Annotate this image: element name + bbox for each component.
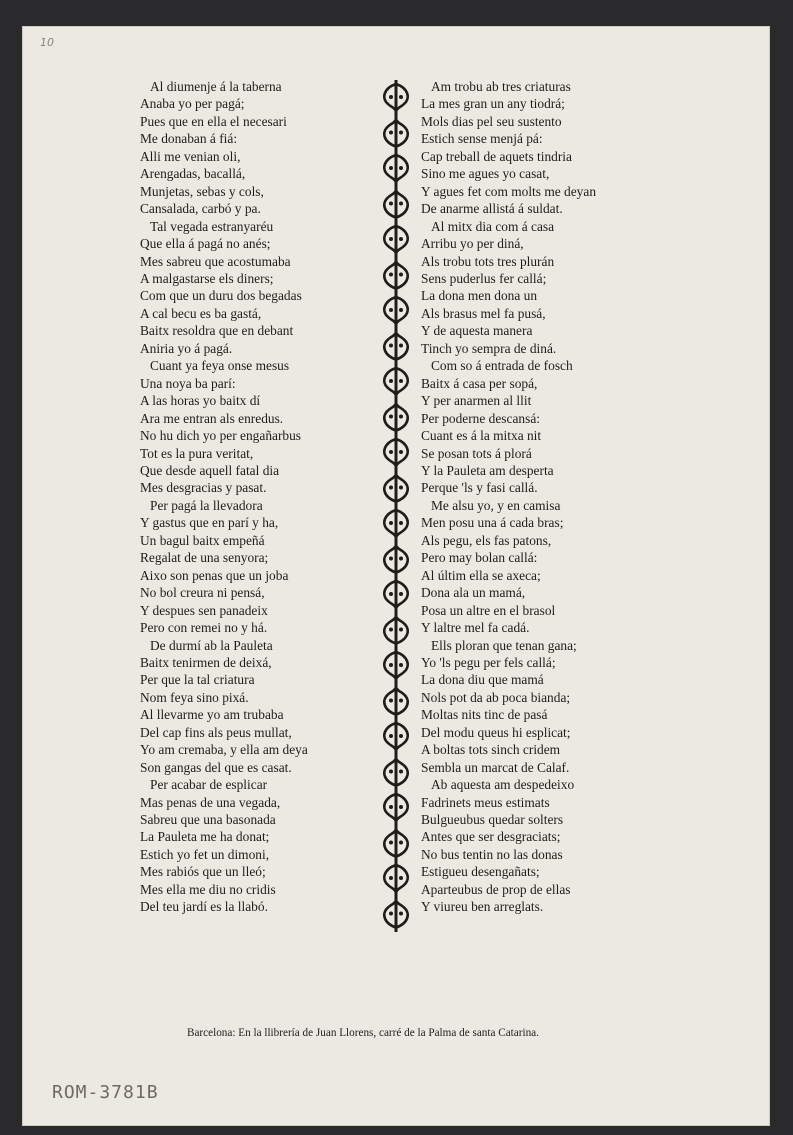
verse-line: Cuant es á la mitxa nit [421, 428, 542, 444]
verse-line: Baitx resoldra que en debant [140, 323, 294, 339]
fleuron-icon [384, 897, 407, 933]
verse-line: Mes rabiós que un lleó; [140, 864, 266, 880]
fleuron-icon [384, 471, 407, 507]
verse-line: Y agues fet com molts me deyan [421, 183, 597, 199]
verse-line: Y per anarmen al llit [421, 393, 532, 409]
verse-line: Sens puderlus fer callá; [421, 270, 547, 286]
verse-line: Nols pot da ab poca bianda; [421, 689, 571, 705]
verse-line: Tot es la pura veritat, [140, 445, 254, 461]
verse-line: La mes gran un any tiodrá; [421, 96, 565, 112]
verse-line: Estigueu desengañats; [421, 864, 540, 880]
verse-line: Sino me agues yo casat, [421, 166, 550, 182]
verse-line: Pero may bolan callá: [421, 550, 538, 566]
verse-line: Moltas nits tinc de pasá [421, 707, 548, 723]
verse-line: Ells ploran que tenan gana; [431, 637, 577, 653]
fleuron-icon [384, 222, 407, 258]
verse-line: Mes sabreu que acostumaba [140, 253, 291, 269]
verse-line: Pues que en ella el necesari [140, 113, 287, 129]
verse-line: De durmí ab la Pauleta [150, 637, 273, 653]
verse-line: Ab aquesta am despedeixo [431, 777, 575, 793]
verse-line: Al llevarme yo am trubaba [140, 707, 284, 723]
fleuron-icon [384, 293, 407, 329]
fleuron-icon [384, 435, 407, 471]
verse-line: Per poderne descansá: [421, 410, 540, 426]
verse-line: Am trobu ab tres criaturas [431, 79, 571, 94]
printer-imprint: Barcelona: En la llibrería de Juan Llorens, carré de la Palma de santa Catarina. [187, 1027, 539, 1039]
verse-line: Y la Pauleta am desperta [421, 462, 554, 478]
verse-line: Baitx tenirmen de deixá, [140, 654, 272, 670]
fleuron-icon [384, 400, 407, 436]
verse-line: Al diumenje á la taberna [150, 79, 282, 94]
fleuron-icon [384, 719, 407, 755]
fleuron-icon [384, 577, 407, 613]
verse-line: Del cap fins als peus mullat, [140, 724, 292, 740]
verse-line: Perque 'ls y fasi callá. [421, 480, 538, 496]
left-verse-column [140, 78, 390, 916]
verse-line: Als trobu tots tres plurán [421, 253, 555, 269]
fleuron-icon [384, 648, 407, 684]
fleuron-icon [384, 187, 407, 223]
verse-line: Se posan tots á plorá [421, 445, 532, 461]
verse-line: Bulgueubus quedar solters [421, 812, 564, 828]
verse-line: Per que la tal criatura [140, 672, 255, 688]
fleuron-icon [384, 506, 407, 542]
fleuron-icon [384, 826, 407, 862]
fleuron-icon [384, 329, 407, 365]
verse-line: Que desde aquell fatal dia [140, 462, 280, 478]
verse-line: No hu dich yo per engañarbus [140, 428, 302, 444]
verse-line: Yo am cremaba, y ella am deya [140, 742, 308, 758]
verse-line: Per acabar de esplicar [150, 777, 268, 793]
verse-line: Cansalada, carbó y pa. [140, 201, 261, 217]
verse-line: No bol creura ni pensá, [140, 585, 265, 601]
verse-line: La Pauleta me ha donat; [140, 829, 270, 845]
verse-line: Regalat de una senyora; [140, 550, 269, 566]
verse-line: Cuant ya feya onse mesus [150, 358, 290, 374]
shelfmark-label: ROM-3781B [52, 1082, 159, 1103]
verse-line: Y laltre mel fa cadá. [421, 620, 530, 636]
verse-line: Mes ella me diu no cridis [140, 881, 276, 897]
fleuron-icon [384, 364, 407, 400]
right-verse-column [421, 78, 751, 916]
fleuron-icon [384, 755, 407, 791]
verse-line: A las horas yo baitx dí [140, 393, 261, 409]
verse-line: La dona diu que mamá [421, 672, 544, 688]
verse-line: A boltas tots sinch cridem [421, 742, 561, 758]
verse-line: Mas penas de una vegada, [140, 794, 281, 810]
verse-line: Aparteubus de prop de ellas [421, 881, 571, 897]
verse-line: La dona men dona un [421, 288, 538, 304]
verse-line: De anarme allistá á suldat. [421, 201, 563, 217]
fleuron-icon [384, 542, 407, 578]
verse-line: Me donaban á fiá: [140, 131, 238, 147]
pencil-page-number: 10 [40, 36, 54, 49]
verse-line: Yo 'ls pegu per fels callá; [421, 654, 556, 670]
verse-line: Que ella á pagá no anés; [140, 236, 271, 252]
verse-line: Com so á entrada de fosch [431, 358, 573, 374]
verse-line: Sabreu que una basonada [140, 812, 276, 828]
verse-line: Ara me entran als enredus. [140, 410, 284, 426]
verse-line: Tal vegada estranyaréu [150, 218, 274, 234]
verse-line: Baitx á casa per sopá, [421, 375, 538, 391]
verse-line: Estich yo fet un dimoni, [140, 846, 270, 862]
verse-line: Arribu yo per diná, [421, 236, 524, 252]
fleuron-icon [384, 790, 407, 826]
verse-line: Men posu una á cada bras; [421, 515, 564, 531]
verse-line: Son gangas del que es casat. [140, 759, 292, 775]
verse-line: Als brasus mel fa pusá, [421, 305, 546, 321]
verse-line: Alli me venian oli, [140, 148, 241, 164]
verse-line: Me alsu yo, y en camisa [431, 497, 561, 513]
verse-line: Un bagul baitx empeñá [140, 532, 265, 548]
verse-line: A cal becu es ba gastá, [140, 305, 262, 321]
verse-line: Pero con remei no y há. [140, 620, 268, 636]
fleuron-icon [384, 258, 407, 294]
verse-line: Y viureu ben arreglats. [421, 899, 544, 915]
verse-line: Nom feya sino pixá. [140, 689, 249, 705]
verse-line: Aixo son penas que un joba [140, 567, 289, 583]
verse-line: Estich sense menjá pá: [421, 131, 543, 147]
verse-line: Y gastus que en parí y ha, [140, 515, 279, 531]
verse-line: Al mitx dia com á casa [431, 218, 555, 234]
verse-line: Als pegu, els fas patons, [421, 532, 552, 548]
verse-line: Com que un duru dos begadas [140, 288, 302, 304]
verse-line: No bus tentin no las donas [421, 846, 563, 862]
verse-line: Al últim ella se axeca; [421, 567, 541, 583]
verse-line: Antes que ser desgraciats; [421, 829, 561, 845]
verse-line: Posa un altre en el brasol [421, 602, 556, 618]
verse-line: Arengadas, bacallá, [140, 166, 246, 182]
verse-line: Cap treball de aquets tindria [421, 148, 572, 164]
verse-line: Una noya ba parí: [140, 375, 236, 391]
verse-line: Y de aquesta manera [421, 323, 533, 339]
verse-line: Del modu queus hi esplicat; [421, 724, 571, 740]
verse-line: A malgastarse els diners; [140, 270, 274, 286]
verse-line: Sembla un marcat de Calaf. [421, 759, 570, 775]
fleuron-icon [384, 116, 407, 152]
verse-line: Mols dias pel seu sustento [421, 113, 562, 129]
fleuron-icon [384, 151, 407, 187]
fleuron-icon [384, 861, 407, 897]
fleuron-icon [384, 613, 407, 649]
fleuron-column-ornament [378, 80, 414, 932]
verse-line: Aniria yo á pagá. [140, 340, 233, 356]
verse-line: Anaba yo per pagá; [140, 96, 245, 112]
fleuron-icon [384, 80, 407, 116]
printed-sheet [22, 26, 770, 1126]
verse-line: Y despues sen panadeix [140, 602, 268, 618]
fleuron-icon [384, 684, 407, 720]
verse-line: Fadrinets meus estimats [421, 794, 550, 810]
verse-line: Munjetas, sebas y cols, [140, 183, 264, 199]
verse-line: Mes desgracias y pasat. [140, 480, 267, 496]
verse-line: Dona ala un mamá, [421, 585, 526, 601]
verse-line: Del teu jardí es la llabó. [140, 899, 268, 915]
verse-line: Tinch yo sempra de diná. [421, 340, 557, 356]
verse-line: Per pagá la llevadora [150, 497, 263, 513]
